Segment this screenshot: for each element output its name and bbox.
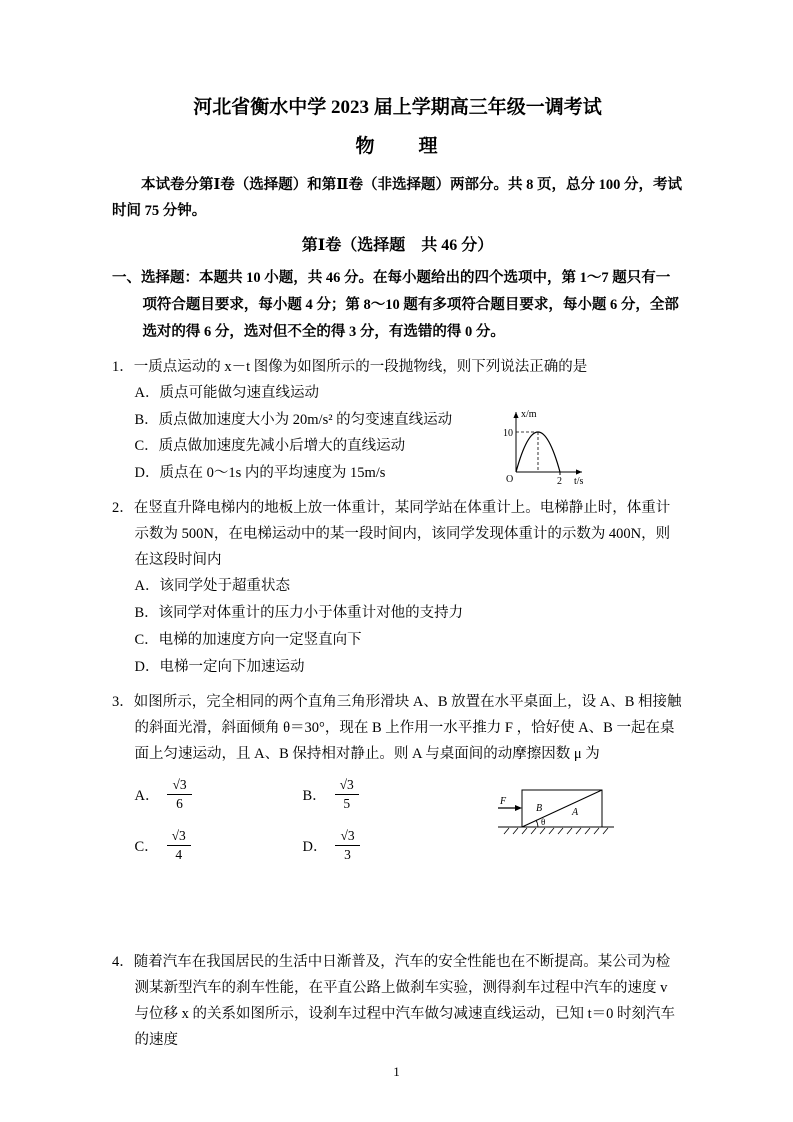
fraction [335, 777, 359, 812]
question-4 [112, 949, 683, 1053]
question-1-option-d: D．质点在 0～1s 内的平均速度为 15m/s [134, 465, 386, 482]
question-2-option-b: B．该同学对体重计的压力小于体重计对他的支持力 [134, 605, 464, 622]
question-1-option-b: B．质点做加速度大小为 20m/s² 的匀变速直线运动 [134, 411, 453, 428]
fraction-numerator: √3 [167, 828, 191, 846]
section-heading: 第Ⅰ卷（选择题 共 46 分） [301, 237, 494, 255]
option-label: D． [302, 838, 328, 855]
x-axis-arrow [576, 469, 582, 474]
wedge-blocks-diagram [492, 779, 618, 841]
question-1-option-c: C．质点做加速度先减小后增大的直线运动 [134, 438, 406, 455]
exam-title: 河北省衡水中学 2023 届上学期高三年级一调考试 [193, 97, 602, 118]
angle-label: θ [541, 816, 546, 827]
y-tick-label: 10 [503, 427, 514, 439]
x-tick-label: 2 [557, 475, 563, 486]
question-1-option-a: A．质点可能做匀速直线运动 [134, 384, 319, 401]
block-b-label: B [536, 802, 543, 814]
fraction [167, 828, 191, 863]
question-2-option-c: C．电梯的加速度方向一定竖直向下 [134, 631, 362, 648]
exam-intro: 本试卷分第Ⅰ卷（选择题）和第Ⅱ卷（非选择题）两部分。共 8 页，总分 100 分，考试时间 75 分钟。 [112, 177, 682, 220]
fraction-denominator: 6 [176, 795, 183, 811]
fraction [167, 777, 191, 812]
section-instructions: 一、选择题：本题共 10 小题，共 46 分。在每小题给出的四个选项中，第 1～7 题只有一项符合题目要求，每小题 4 分；第 8～10 题有多项符合题目要求，每小题 6 分，全部选对的得 6 分，选对但不全的得 3 分，有选错的得 0 分。 [112, 270, 679, 340]
fraction-numerator: √3 [167, 777, 191, 795]
subject-title: 物 理 [355, 136, 440, 157]
incline-surface [522, 790, 602, 827]
question-2-stem: 2．在竖直升降电梯内的地板上放一体重计，某同学站在体重计上。电梯静止时，体重计示数为 500N，在电梯运动中的某一段时间内，该同学发现体重计的示数为 400N，则在这段时间内 [112, 499, 671, 569]
angle-arc [536, 820, 538, 827]
question-3-option-c [134, 828, 302, 863]
question-2-option-a: A．该同学处于超重状态 [134, 578, 290, 595]
y-axis-arrow [514, 412, 519, 418]
fraction [335, 828, 359, 863]
option-label: A． [134, 787, 160, 804]
question-2-option-d: D．电梯一定向下加速运动 [134, 658, 305, 675]
ground-hatching [504, 828, 608, 834]
question-3-option-a [134, 777, 302, 812]
fraction-denominator: 4 [175, 846, 183, 862]
option-label: B． [302, 787, 327, 804]
question-1 [112, 354, 683, 487]
page-number: 1 [393, 1064, 400, 1079]
question-1-options [134, 380, 683, 487]
question-2-options [134, 573, 683, 680]
position-time-graph-figure [502, 406, 590, 486]
origin-label: O [506, 473, 514, 485]
fraction-numerator: √3 [335, 777, 359, 795]
fraction-denominator: 5 [343, 795, 351, 811]
question-2 [112, 495, 683, 681]
question-4-stem: 4．随着汽车在我国居民的生活中日渐普及，汽车的安全性能也在不断提高。某公司为检测某新型汽车的刹车性能，在平直公路上做刹车实验，测得刹车过程中汽车的速度 v 与位移 x 的关系如图所示，设刹车过程中汽车做匀减速直线运动，已知 t＝0 时刻汽车的速度 [112, 953, 675, 1049]
force-arrowhead [515, 805, 522, 811]
question-1-stem: 1．一质点运动的 x－t 图像为如图所示的一段抛物线，则下列说法正确的是 [112, 358, 588, 375]
question-3-option-b [302, 777, 522, 812]
option-label: C． [134, 838, 159, 855]
question-3 [112, 689, 683, 863]
block-a-label: A [572, 806, 579, 818]
wedge-blocks-figure [492, 779, 618, 841]
x-axis-label: t/s [574, 475, 584, 486]
question-3-stem: 3．如图所示，完全相同的两个直角三角形滑块 A、B 放置在水平桌面上，设 A、B 相接触的斜面光滑，斜面倾角 θ＝30°，现在 B 上作用一水平推力 F ，恰好使 A、B 一起在桌面上匀速运动，且 A、B 保持相对静止。则 A 与桌面间的动摩擦因数 μ 为 [112, 693, 682, 762]
fraction-numerator: √3 [335, 828, 359, 846]
fraction-denominator: 3 [344, 846, 351, 862]
question-3-option-d [302, 828, 522, 863]
xt-parabola-chart [502, 406, 590, 486]
y-axis-label: x/m [521, 408, 538, 420]
question-3-options [134, 777, 683, 863]
force-label: F [500, 795, 507, 807]
